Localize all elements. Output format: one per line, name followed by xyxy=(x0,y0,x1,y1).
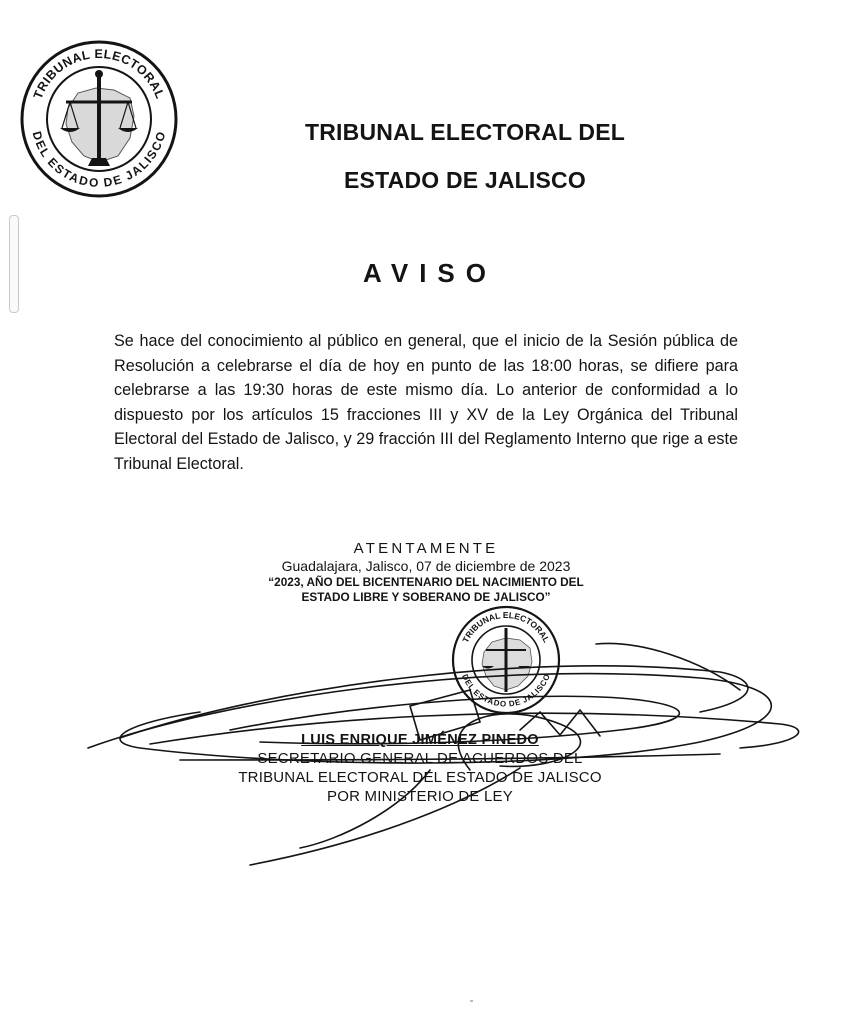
signatory-position-line-2: TRIBUNAL ELECTORAL DEL ESTADO DE JALISCO xyxy=(238,769,602,786)
motto-line-2: ESTADO LIBRE Y SOBERANO DE JALISCO” xyxy=(301,590,551,604)
signatory-position-line-3: POR MINISTERIO DE LEY xyxy=(327,788,513,805)
notice-title: AVISO xyxy=(363,258,497,288)
header-line-2: ESTADO DE JALISCO xyxy=(344,167,586,193)
stamp-ring-top-text: TRIBUNAL ELECTORAL xyxy=(460,609,552,645)
page-scroll-indicator xyxy=(9,215,19,313)
signatory-position-line-1: SECRETARIO GENERAL DE ACUERDOS DEL xyxy=(257,750,583,767)
seal-ring-top-text: TRIBUNAL ELECTORAL xyxy=(30,47,168,101)
scales-of-justice-icon xyxy=(60,70,138,166)
motto-line-1: “2023, AÑO DEL BICENTENARIO DEL NACIMIENTO DEL xyxy=(268,575,584,589)
official-stamp xyxy=(450,604,562,716)
closing-salutation: ATENTAMENTE xyxy=(353,540,499,557)
notice-body: Se hace del conocimiento al público en general, que el inicio de la Sesión pública de Resolución a celebrarse el día de hoy en punto de las 18:00 horas, se difiere para celebrarse a las 19:30 horas de este mismo día. Lo anterior de conformidad a lo dispuesto por los artículos 15 fracciones III y XV de la Ley Orgánica del Tribunal Electoral del Estado de Jalisco, y 29 fracción III del Reglamento Interno que rige a este Tribunal Electoral. xyxy=(114,332,738,473)
closing-block xyxy=(200,540,652,605)
header-line-1: TRIBUNAL ELECTORAL DEL xyxy=(304,119,626,145)
tribunal-seal xyxy=(18,38,180,200)
signatory-name: LUIS ENRIQUE JIMÉNEZ PINEDO xyxy=(301,732,539,748)
seal-ring-bottom-text: DEL ESTADO DE JALISCO xyxy=(29,129,169,190)
signature-block xyxy=(170,731,670,806)
stamp-ring-bottom-text: DEL ESTADO DE JALISCO xyxy=(460,672,552,709)
place-date: Guadalajara, Jalisco, 07 de diciembre de 2023 xyxy=(281,558,571,574)
document-header xyxy=(250,108,680,204)
stamp-emblem-icon xyxy=(482,628,532,692)
scan-speck xyxy=(470,1000,473,1002)
